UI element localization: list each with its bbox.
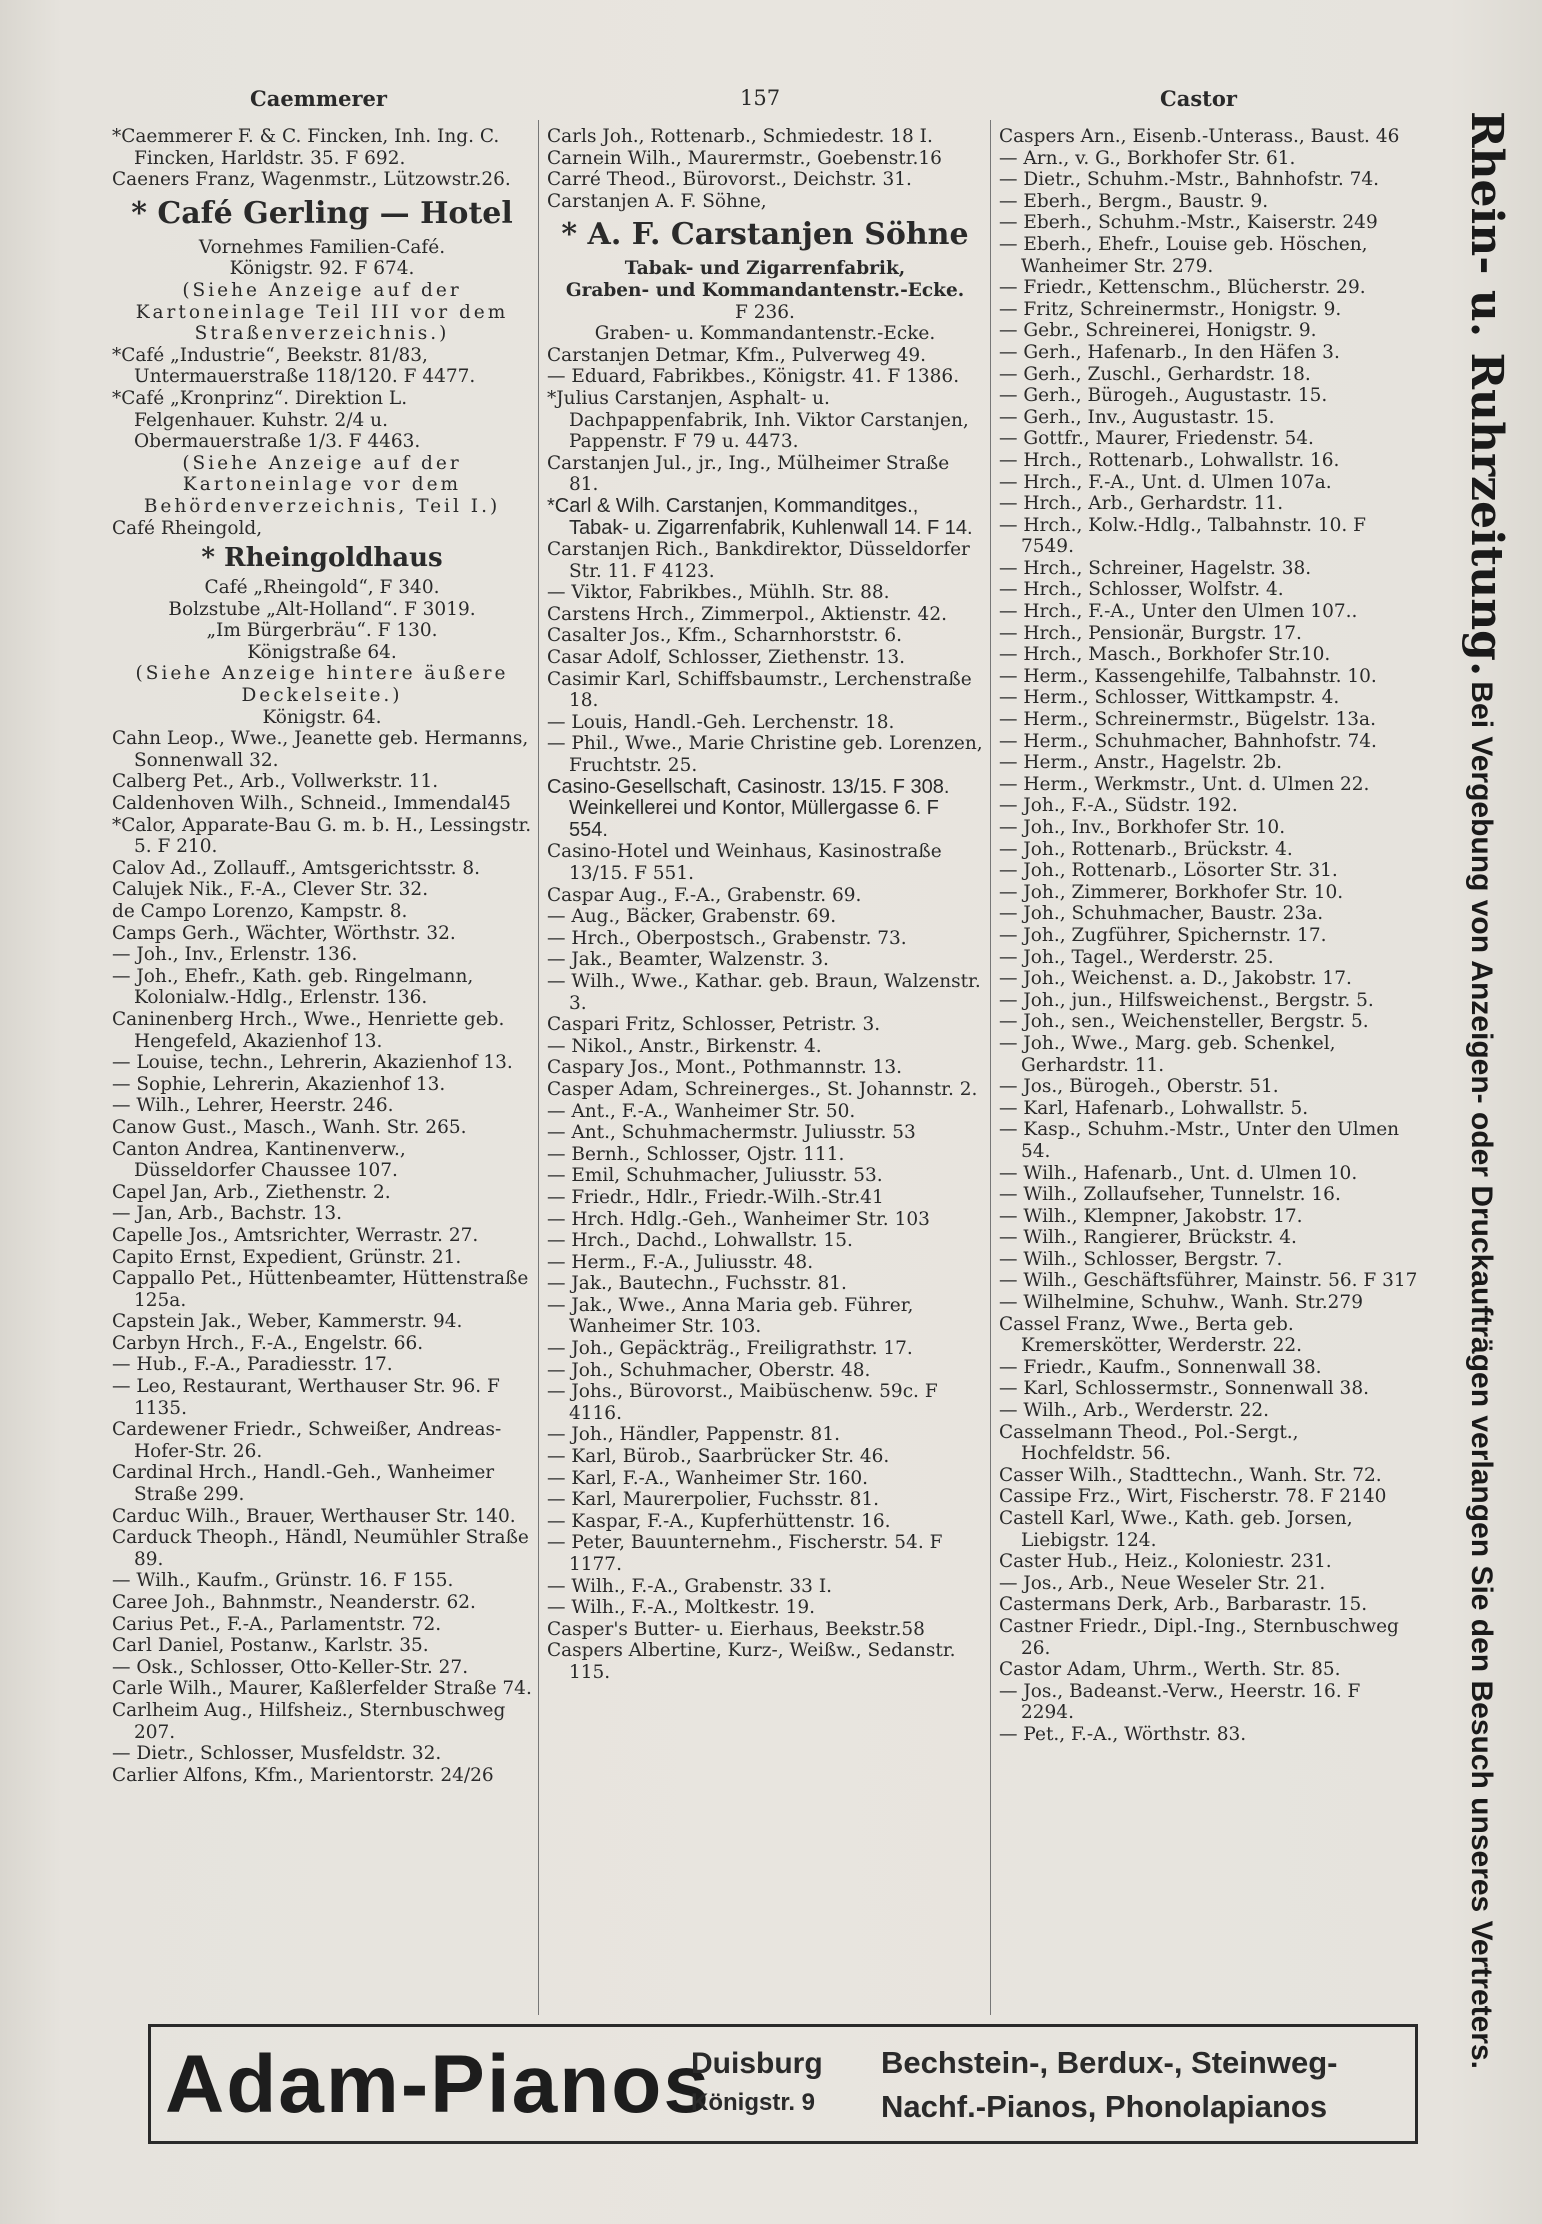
directory-entry: — Joh., sen., Weichensteller, Bergstr. 5.: [999, 1011, 1369, 1033]
directory-entry: Carbyn Hrch., F.-A., Engelstr. 66.: [112, 1332, 424, 1354]
directory-entry: — Gottfr., Maurer, Friedenstr. 54.: [999, 428, 1314, 450]
directory-entry: — Karl, Schlossermstr., Sonnenwall 38.: [999, 1378, 1369, 1400]
directory-entry: Casper's Butter- u. Eierhaus, Beekstr.58: [547, 1618, 925, 1640]
directory-entry: — Eduard, Fabrikbes., Königstr. 41. F 1386.: [547, 366, 960, 388]
directory-entry: Casino-Gesellschaft, Casinostr. 13/15. F 308. Weinkellerei und Kontor, Müllergasse 6. F 554.: [547, 775, 950, 841]
directory-entry: — Joh., Tagel., Werderstr. 25.: [999, 946, 1274, 968]
directory-entry: — Herm., Werkmstr., Unt. d. Ulmen 22.: [999, 773, 1370, 795]
directory-entry: Königstr. 64.: [262, 706, 382, 728]
directory-entry: Capstein Jak., Weber, Kammerstr. 94.: [112, 1311, 463, 1333]
directory-entry: „Im Bürgerbräu“. F 130.: [206, 620, 438, 642]
directory-entry: *Carl & Wilh. Carstanjen, Kommanditges., Tabak- u. Zigarrenfabrik, Kuhlenwall 14. F 14.: [547, 494, 973, 539]
directory-entry: — Jan, Arb., Bachstr. 13.: [112, 1203, 343, 1225]
directory-entry: — Arn., v. G., Borkhofer Str. 61.: [999, 147, 1296, 169]
directory-entry: — Gerh., Zuschl., Gerhardstr. 18.: [999, 363, 1311, 385]
directory-entry: — Dietr., Schlosser, Musfeldstr. 32.: [112, 1743, 442, 1765]
directory-entry: Caree Joh., Bahnmstr., Neanderstr. 62.: [112, 1592, 476, 1613]
directory-entry: — Hrch. Hdlg.-Geh., Wanheimer Str. 103: [547, 1208, 930, 1230]
ad-company-name: Adam-Pianos: [165, 2039, 711, 2130]
header-first-entry: Caemmerer: [250, 86, 387, 111]
directory-entry: Vornehmes Familien-Café.: [198, 236, 446, 258]
directory-entry: — Joh., Schuhmacher, Oberstr. 48.: [547, 1359, 871, 1381]
directory-entry: Café Rheingold,: [112, 517, 263, 539]
directory-entry: (Siehe Anzeige auf der Kartoneinlage vor dem Behördenverzeichnis, Teil I.): [143, 452, 501, 517]
directory-entry: Casimir Karl, Schiffsbaumstr., Lerchenstraße 18.: [547, 668, 972, 712]
directory-entry: — Johs., Bürovorst., Maibüschenw. 59c. F 4116.: [547, 1381, 938, 1424]
directory-entry: — Pet., F.-A., Wörthstr. 83.: [999, 1723, 1247, 1745]
directory-entry: — Wilh., Zollaufseher, Tunnelstr. 16.: [999, 1184, 1341, 1206]
directory-entry: — Eberh., Schuhm.-Mstr., Kaiserstr. 249: [999, 212, 1378, 234]
directory-entry: — Wilh., Arb., Werderstr. 22.: [999, 1400, 1270, 1422]
directory-entry: Castermans Derk, Arb., Barbarastr. 15.: [999, 1594, 1368, 1616]
directory-entry: Capel Jan, Arb., Ziethenstr. 2.: [112, 1181, 391, 1203]
directory-entry: Caldenhoven Wilh., Schneid., Immendal45: [112, 793, 511, 815]
directory-entry: (Siehe Anzeige auf der Kartoneinlage Teil III vor dem Straßenverzeichnis.): [135, 279, 509, 345]
directory-entry: — Fritz, Schreinermstr., Honigstr. 9.: [999, 298, 1342, 320]
newspaper-title: Rhein- u. Ruhrzeitung.: [1461, 110, 1512, 677]
directory-entry: — Kaspar, F.-A., Kupferhüttenstr. 16.: [547, 1510, 891, 1532]
header-last-entry: Castor: [1160, 86, 1237, 111]
directory-entry: Casselmann Theod., Pol.-Sergt., Hochfeldstr. 56.: [999, 1421, 1299, 1465]
directory-entry: — Karl, F.-A., Wanheimer Str. 160.: [547, 1467, 869, 1489]
directory-entry: Camps Gerh., Wächter, Wörthstr. 32.: [112, 922, 456, 944]
directory-entry: Casar Adolf, Schlosser, Ziethenstr. 13.: [547, 647, 906, 669]
directory-entry: Carstanjen A. F. Söhne,: [547, 190, 767, 212]
directory-entry: — Wilh., Hafenarb., Unt. d. Ulmen 10.: [999, 1162, 1358, 1184]
column-3: [999, 126, 1419, 1746]
directory-entry: * A. F. Carstanjen Söhne: [561, 217, 969, 253]
directory-entry: Casper Adam, Schreinerges., St. Johannstr. 2.: [547, 1078, 978, 1100]
directory-entry: Caspari Fritz, Schlosser, Petristr. 3.: [547, 1014, 881, 1036]
directory-entry: — Hrch., Schreiner, Hagelstr. 38.: [999, 557, 1312, 579]
directory-entry: — Herm., Schlosser, Wittkampstr. 4.: [999, 687, 1340, 709]
directory-entry: Königstr. 92. F 674.: [229, 258, 415, 280]
directory-entry: — Hrch., Dachd., Lohwallstr. 15.: [547, 1230, 853, 1252]
directory-entry: Graben- u. Kommandantenstr.-Ecke.: [594, 323, 936, 345]
directory-entry: — Hrch., Masch., Borkhofer Str.10.: [999, 644, 1331, 666]
column-2: [547, 126, 983, 1684]
directory-entry: *Café „Industrie“, Beekstr. 81/83, Untermauerstraße 118/120. F 4477.: [112, 344, 476, 388]
directory-entry: — Hrch., F.-A., Unter den Ulmen 107..: [999, 601, 1358, 623]
directory-entry: — Friedr., Kettenschm., Blücherstr. 29.: [999, 277, 1366, 299]
directory-entry: Castell Karl, Wwe., Kath. geb. Jorsen, Liebigstr. 124.: [999, 1508, 1353, 1551]
directory-entry: Caeners Franz, Wagenmstr., Lützowstr.26.: [112, 169, 511, 191]
directory-entry: Bolzstube „Alt-Holland“. F 3019.: [168, 598, 476, 620]
directory-entry: * Café Gerling — Hotel: [131, 195, 513, 231]
directory-entry: Cardinal Hrch., Handl.-Geh., Wanheimer Straße 299.: [112, 1462, 495, 1506]
directory-entry: — Joh., Ehefr., Kath. geb. Ringelmann, Kolonialw.-Hdlg., Erlenstr. 136.: [112, 965, 474, 1009]
directory-entry: Carl Daniel, Postanw., Karlstr. 35.: [112, 1635, 429, 1657]
directory-entry: — Joh., Zimmerer, Borkhofer Str. 10.: [999, 881, 1344, 903]
directory-entry: — Wilhelmine, Schuhw., Wanh. Str.279: [999, 1292, 1363, 1314]
column-1: [112, 126, 532, 1786]
directory-entry: — Gebr., Schreinerei, Honigstr. 9.: [999, 320, 1317, 342]
directory-entry: * Rheingoldhaus: [201, 543, 443, 574]
newspaper-tagline: Bei Vergebung von Anzeigen- oder Druckaufträgen verlangen Sie den Besuch unseres Vertreters.: [1465, 681, 1498, 2070]
directory-entry: — Hrch., Kolw.-Hdlg., Talbahnstr. 10. F 7549.: [999, 514, 1366, 558]
directory-entry: — Bernh., Schlosser, Ojstr. 111.: [547, 1143, 845, 1165]
directory-entry: — Herm., Kassengehilfe, Talbahnstr. 10.: [999, 665, 1377, 687]
directory-entry: Carius Pet., F.-A., Parlamentstr. 72.: [112, 1613, 442, 1635]
directory-entry: — Leo, Restaurant, Werthauser Str. 96. F 1135.: [112, 1376, 500, 1419]
directory-entry: Carstanjen Jul., jr., Ing., Mülheimer Straße 81.: [547, 452, 950, 496]
directory-entry: Graben- und Kommandantenstr.-Ecke.: [565, 279, 965, 301]
directory-entry: — Gerh., Hafenarb., In den Häfen 3.: [999, 341, 1340, 363]
directory-entry: Cassipe Frz., Wirt, Fischerstr. 78. F 2140: [999, 1486, 1387, 1508]
directory-entry: Caspers Arn., Eisenb.-Unterass., Baust. 46: [999, 126, 1400, 147]
directory-entry: — Louise, techn., Lehrerin, Akazienhof 13.: [112, 1052, 513, 1074]
directory-entry: — Friedr., Kaufm., Sonnenwall 38.: [999, 1356, 1322, 1378]
page-number: 157: [740, 86, 781, 110]
directory-entry: Caspar Aug., F.-A., Grabenstr. 69.: [547, 884, 862, 906]
directory-entry: — Friedr., Hdlr., Friedr.-Wilh.-Str.41: [547, 1186, 884, 1208]
directory-entry: — Joh., Rottenarb., Brückstr. 4.: [999, 838, 1293, 860]
directory-entry: Caninenberg Hrch., Wwe., Henriette geb. Hengefeld, Akazienhof 13.: [112, 1008, 505, 1052]
directory-entry: — Joh., jun., Hilfsweichenst., Bergstr. 5.: [999, 989, 1374, 1011]
directory-entry: Cappallo Pet., Hüttenbeamter, Hüttenstraße 125a.: [112, 1268, 529, 1311]
directory-entry: — Joh., Inv., Erlenstr. 136.: [112, 944, 358, 966]
directory-entry: — Louis, Handl.-Geh. Lerchenstr. 18.: [547, 711, 895, 733]
directory-entry: Canton Andrea, Kantinenverw., Düsseldorfer Chaussee 107.: [112, 1138, 406, 1182]
directory-entry: *Julius Carstanjen, Asphalt- u. Dachpappenfabrik, Inh. Viktor Carstanjen, Pappenstr. F 79 u. 4473.: [547, 387, 969, 453]
directory-entry: Königstraße 64.: [247, 641, 397, 663]
directory-entry: Carduc Wilh., Brauer, Werthauser Str. 140.: [112, 1505, 516, 1527]
directory-entry: — Hrch., Schlosser, Wolfstr. 4.: [999, 579, 1284, 601]
directory-entry: Carls Joh., Rottenarb., Schmiedestr. 18 I.: [547, 126, 933, 147]
directory-entry: Canow Gust., Masch., Wanh. Str. 265.: [112, 1116, 467, 1138]
directory-entry: — Wilh., F.-A., Grabenstr. 33 I.: [547, 1575, 833, 1597]
directory-entry: — Jak., Beamter, Walzenstr. 3.: [547, 949, 829, 971]
directory-entry: Capelle Jos., Amtsrichter, Werrastr. 27.: [112, 1224, 479, 1246]
directory-entry: *Caemmerer F. & C. Fincken, Inh. Ing. C. Fincken, Harldstr. 35. F 692.: [112, 126, 500, 169]
directory-entry: — Wilh., Wwe., Kathar. geb. Braun, Walzenstr. 3.: [547, 970, 981, 1014]
column-divider-1: [538, 120, 539, 2015]
directory-entry: Casser Wilh., Stadttechn., Wanh. Str. 72.: [999, 1464, 1382, 1486]
directory-entry: — Hrch., Rottenarb., Lohwallstr. 16.: [999, 449, 1340, 471]
directory-entry: Calujek Nik., F.-A., Clever Str. 32.: [112, 879, 429, 901]
column-divider-2: [990, 120, 991, 2015]
directory-entry: — Joh., Rottenarb., Lösorter Str. 31.: [999, 860, 1338, 882]
directory-entry: — Hub., F.-A., Paradiesstr. 17.: [112, 1354, 393, 1376]
directory-entry: — Jak., Wwe., Anna Maria geb. Führer, Wanheimer Str. 103.: [547, 1294, 914, 1338]
directory-entry: Castor Adam, Uhrm., Werth. Str. 85.: [999, 1659, 1341, 1681]
directory-entry: Cardewener Friedr., Schweißer, Andreas-Hofer-Str. 26.: [112, 1419, 502, 1462]
ad-brands-line-1: Bechstein-, Berdux-, Steinweg-: [881, 2045, 1338, 2080]
directory-entry: — Emil, Schuhmacher, Juliusstr. 53.: [547, 1165, 883, 1187]
directory-entry: — Jos., Arb., Neue Weseler Str. 21.: [999, 1572, 1326, 1594]
directory-entry: Cahn Leop., Wwe., Jeanette geb. Hermanns, Sonnenwall 32.: [112, 728, 529, 771]
directory-entry: — Gerh., Bürogeh., Augustastr. 15.: [999, 385, 1328, 407]
directory-entry: — Hrch., Oberpostsch., Grabenstr. 73.: [547, 927, 907, 949]
directory-entry: — Wilh., Rangierer, Brückstr. 4.: [999, 1227, 1297, 1249]
directory-entry: Tabak- und Zigarrenfabrik,: [624, 258, 906, 280]
directory-entry: *Calor, Apparate-Bau G. m. b. H., Lessingstr. 5. F 210.: [112, 814, 532, 858]
directory-entry: — Joh., Inv., Borkhofer Str. 10.: [999, 817, 1286, 838]
directory-entry: Carduck Theoph., Händl, Neumühler Straße 89.: [112, 1527, 529, 1570]
directory-entry: — Wilh., Geschäftsführer, Mainstr. 56. F 317: [999, 1270, 1418, 1292]
directory-entry: Cassel Franz, Wwe., Berta geb. Kremerskötter, Werderstr. 22.: [999, 1313, 1303, 1357]
directory-entry: — Wilh., Schlosser, Bergstr. 7.: [999, 1248, 1283, 1270]
directory-entry: — Joh., F.-A., Südstr. 192.: [999, 795, 1238, 817]
directory-entry: — Joh., Händler, Pappenstr. 81.: [547, 1424, 840, 1446]
directory-entry: Carlheim Aug., Hilfsheiz., Sternbuschweg 207.: [112, 1699, 506, 1743]
directory-entry: Calov Ad., Zollauff., Amtsgerichtsstr. 8.: [112, 857, 481, 879]
directory-entry: — Wilh., Kaufm., Grünstr. 16. F 155.: [112, 1570, 454, 1592]
directory-entry: — Joh., Weichenst. a. D., Jakobstr. 17.: [999, 968, 1352, 990]
directory-entry: — Eberh., Ehefr., Louise geb. Höschen, Wanheimer Str. 279.: [999, 233, 1368, 277]
directory-entry: — Joh., Schuhmacher, Baustr. 23a.: [999, 903, 1324, 925]
directory-entry: Caster Hub., Heiz., Koloniestr. 231.: [999, 1551, 1332, 1573]
directory-entry: — Osk., Schlosser, Otto-Keller-Str. 27.: [112, 1656, 469, 1678]
ad-address: Königstr. 9: [691, 2089, 816, 2116]
directory-entry: — Herm., F.-A., Juliusstr. 48.: [547, 1251, 814, 1273]
directory-entry: Carstanjen Rich., Bankdirektor, Düsseldorfer Str. 11. F 4123.: [547, 539, 970, 582]
directory-entry: — Hrch., F.-A., Unt. d. Ulmen 107a.: [999, 471, 1332, 493]
directory-entry: — Herm., Schreinermstr., Bügelstr. 13a.: [999, 709, 1376, 731]
directory-entry: — Jak., Bautechn., Fuchsstr. 81.: [547, 1273, 847, 1295]
directory-entry: — Hrch., Arb., Gerhardstr. 11.: [999, 493, 1284, 515]
directory-entry: Carstens Hrch., Zimmerpol., Aktienstr. 42.: [547, 603, 947, 625]
directory-entry: — Phil., Wwe., Marie Christine geb. Lorenzen, Fruchtstr. 25.: [547, 733, 983, 777]
directory-entry: — Jos., Badeanst.-Verw., Heerstr. 16. F 2294.: [999, 1680, 1361, 1724]
directory-entry: Carstanjen Detmar, Kfm., Pulverweg 49.: [547, 344, 927, 366]
directory-entry: Casalter Jos., Kfm., Scharnhorststr. 6.: [547, 625, 902, 647]
directory-entry: — Peter, Bauunternehm., Fischerstr. 54. F 1177.: [547, 1532, 943, 1575]
directory-entry: — Wilh., Lehrer, Heerstr. 246.: [112, 1095, 394, 1117]
ad-brands-line-2: Nachf.-Pianos, Phonolapianos: [881, 2089, 1328, 2124]
directory-entry: *Café „Kronprinz“. Direktion L. Felgenhauer. Kuhstr. 2/4 u. Obermauerstraße 1/3. F 4463.: [112, 387, 421, 453]
directory-entry: — Joh., Zugführer, Spichernstr. 17.: [999, 924, 1327, 946]
directory-entry: — Jos., Bürogeh., Oberstr. 51.: [999, 1076, 1279, 1098]
directory-entry: de Campo Lorenzo, Kampstr. 8.: [112, 901, 408, 922]
directory-entry: Capito Ernst, Expedient, Grünstr. 21.: [112, 1246, 462, 1268]
directory-entry: — Karl, Maurerpolier, Fuchsstr. 81.: [547, 1489, 880, 1511]
directory-entry: Castner Friedr., Dipl.-Ing., Sternbuschweg 26.: [999, 1615, 1399, 1659]
directory-entry: Calberg Pet., Arb., Vollwerkstr. 11.: [112, 771, 439, 793]
directory-entry: — Nikol., Anstr., Birkenstr. 4.: [547, 1035, 822, 1057]
directory-entry: — Wilh., F.-A., Moltkestr. 19.: [547, 1597, 816, 1619]
directory-entry: (Siehe Anzeige hintere äußere Deckelseite.): [135, 663, 509, 707]
directory-entry: — Karl, Bürob., Saarbrücker Str. 46.: [547, 1446, 890, 1468]
directory-entry: — Aug., Bäcker, Grabenstr. 69.: [547, 906, 837, 928]
directory-entry: — Joh., Gepäckträg., Freiligrathstr. 17.: [547, 1338, 913, 1360]
directory-entry: — Herm., Schuhmacher, Bahnhofstr. 74.: [999, 730, 1377, 752]
directory-entry: Caspers Albertine, Kurz-, Weißw., Sedanstr. 115.: [547, 1640, 956, 1683]
directory-entry: — Karl, Hafenarb., Lohwallstr. 5.: [999, 1097, 1309, 1119]
vertical-advertisement: [1436, 110, 1536, 2070]
ad-city: Duisburg: [691, 2047, 823, 2080]
directory-entry: Carle Wilh., Maurer, Kaßlerfelder Straße 74.: [112, 1678, 532, 1700]
directory-entry: — Kasp., Schuhm.-Mstr., Unter den Ulmen 54.: [999, 1119, 1400, 1162]
directory-entry: Carnein Wilh., Maurermstr., Goebenstr.16: [547, 147, 942, 169]
directory-entry: — Joh., Wwe., Marg. geb. Schenkel, Gerhardstr. 11.: [999, 1032, 1336, 1076]
page-header: [100, 86, 1250, 122]
directory-entry: — Dietr., Schuhm.-Mstr., Bahnhofstr. 74.: [999, 169, 1380, 191]
directory-entry: Carlier Alfons, Kfm., Marientorstr. 24/26: [112, 1764, 494, 1786]
directory-entry: — Hrch., Pensionär, Burgstr. 17.: [999, 622, 1302, 644]
directory-entry: Casino-Hotel und Weinhaus, Kasinostraße 13/15. F 551.: [547, 841, 942, 884]
directory-entry: Caspary Jos., Mont., Pothmannstr. 13.: [547, 1057, 902, 1079]
directory-entry: Carré Theod., Bürovorst., Deichstr. 31.: [547, 169, 912, 191]
directory-entry: — Sophie, Lehrerin, Akazienhof 13.: [112, 1073, 446, 1095]
directory-entry: — Viktor, Fabrikbes., Mühlh. Str. 88.: [547, 582, 890, 604]
directory-entry: Café „Rheingold“, F 340.: [204, 577, 440, 599]
directory-entry: — Gerh., Inv., Augustastr. 15.: [999, 406, 1275, 428]
directory-entry: — Ant., F.-A., Wanheimer Str. 50.: [547, 1100, 856, 1122]
directory-entry: F 236.: [735, 301, 795, 323]
directory-entry: — Eberh., Bergm., Baustr. 9.: [999, 190, 1269, 212]
directory-entry: — Wilh., Klempner, Jakobstr. 17.: [999, 1205, 1303, 1227]
directory-entry: — Herm., Anstr., Hagelstr. 2b.: [999, 752, 1283, 774]
piano-advertisement: [148, 2024, 1418, 2144]
directory-entry: — Ant., Schuhmachermstr. Juliusstr. 53: [547, 1122, 916, 1144]
